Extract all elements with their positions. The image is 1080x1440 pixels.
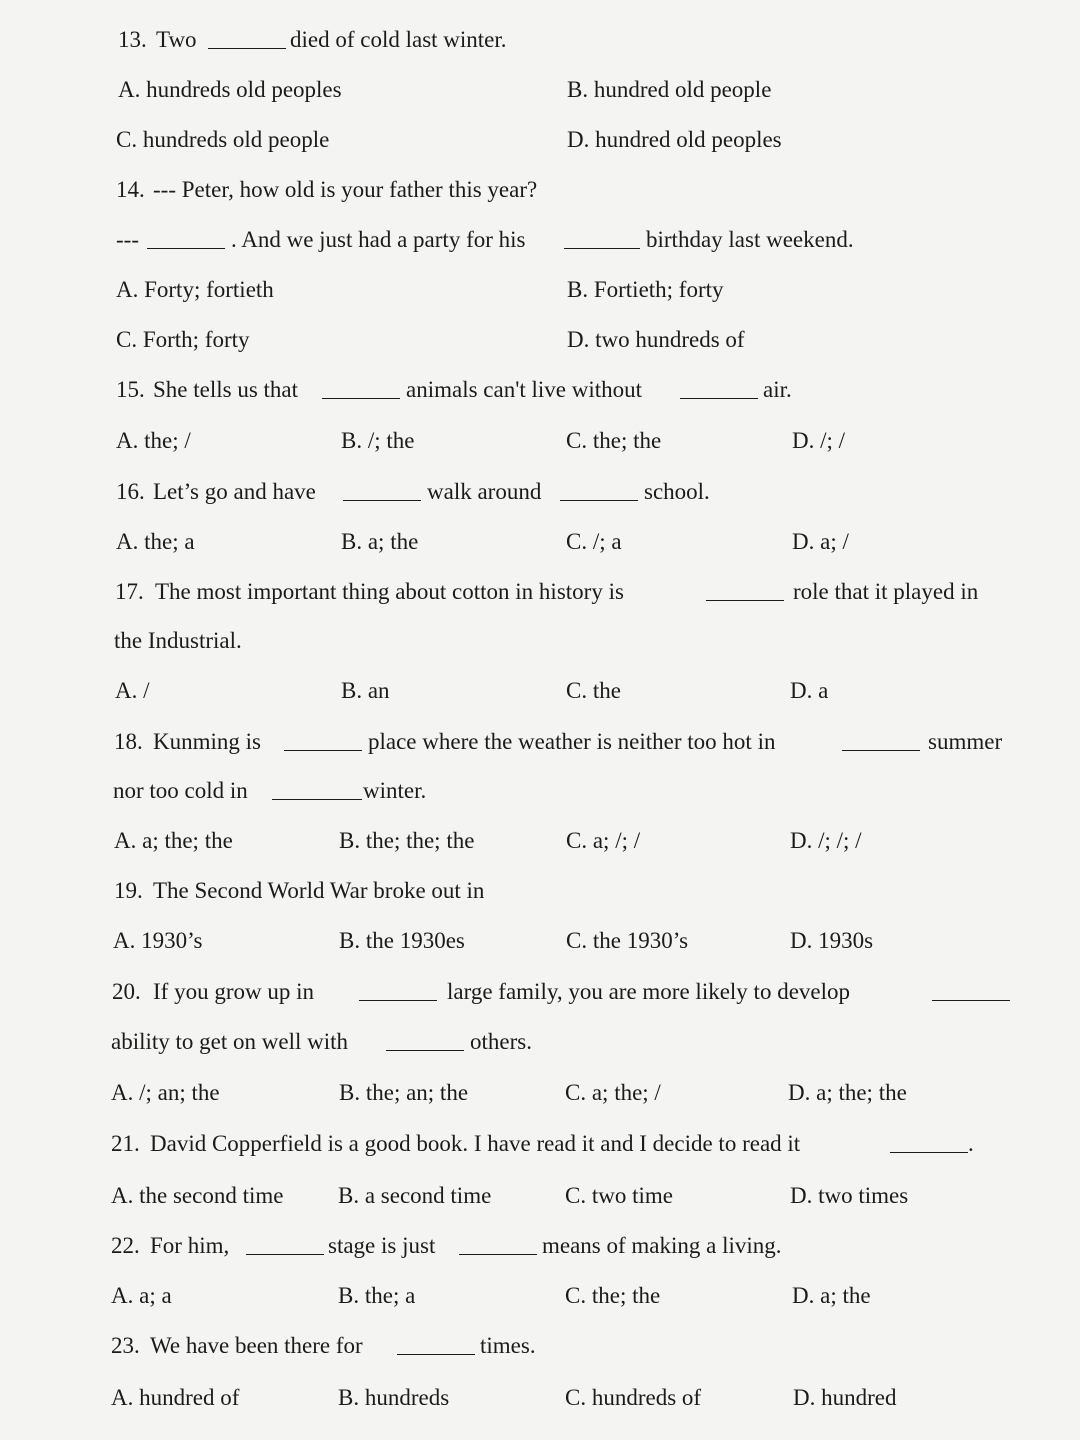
option-a[interactable]: A. a; a [111, 1283, 172, 1308]
question-text: others. [470, 1029, 532, 1054]
question-number: 18. [114, 729, 143, 754]
question-text: summer [928, 729, 1003, 754]
question-text: walk around [427, 479, 542, 504]
answer-blank [393, 1326, 479, 1368]
option-d[interactable]: D. two hundreds of [567, 327, 745, 352]
question-17-stem [0, 572, 1080, 612]
option-c[interactable]: C. the; the [565, 1283, 661, 1308]
question-text: nor too cold in [113, 778, 248, 803]
option-d[interactable]: D. /; / [792, 428, 846, 453]
question-text: means of making a living. [542, 1233, 782, 1258]
option-c[interactable]: C. hundreds old people [116, 127, 330, 152]
option-a[interactable]: A. hundred of [111, 1385, 240, 1410]
option-d[interactable]: D. 1930s [790, 928, 874, 953]
option-c[interactable]: C. /; a [566, 529, 622, 554]
question-text: For him, [150, 1233, 230, 1258]
answer-blank [280, 722, 366, 764]
option-a[interactable]: A. a; the; the [114, 828, 233, 853]
question-17-stem-line-2 [0, 621, 1080, 661]
question-number: 22. [111, 1233, 140, 1258]
answer-blank [556, 472, 642, 514]
option-a[interactable]: A. / [115, 678, 150, 703]
answer-blank [204, 20, 290, 62]
question-number: 14. [116, 177, 145, 202]
question-20-options [0, 1073, 1080, 1113]
question-number: 21. [111, 1131, 140, 1156]
question-text: The Second World War broke out in [153, 878, 485, 903]
question-number: 20. [112, 979, 141, 1004]
question-20-stem [0, 972, 1080, 1012]
question-text: died of cold last winter. [290, 27, 507, 52]
option-b[interactable]: B. the; a [338, 1283, 416, 1308]
question-15-options [0, 421, 1080, 461]
question-number: 23. [111, 1333, 140, 1358]
option-a[interactable]: A. the; a [116, 529, 195, 554]
option-a[interactable]: A. the; / [116, 428, 191, 453]
option-a[interactable]: A. Forty; fortieth [116, 277, 274, 302]
question-21-stem [0, 1124, 1080, 1164]
question-text: school. [644, 479, 710, 504]
question-text: Kunming is [153, 729, 261, 754]
question-number: 13. [118, 27, 147, 52]
question-23-stem [0, 1326, 1080, 1366]
question-text: . And we just had a party for his [231, 227, 526, 252]
question-text: --- [116, 227, 139, 252]
question-13-options-row-1 [0, 70, 1080, 110]
question-14-stem-line-2 [0, 220, 1080, 260]
option-a[interactable]: A. hundreds old peoples [118, 77, 342, 102]
option-b[interactable]: B. the; an; the [339, 1080, 469, 1105]
question-13-options-row-2 [0, 120, 1080, 160]
question-number: 17. [115, 579, 144, 604]
answer-blank [702, 572, 788, 614]
answer-blank [318, 370, 404, 412]
question-16-stem [0, 472, 1080, 512]
question-text: If you grow up in [153, 979, 314, 1004]
question-text: Let’s go and have [153, 479, 316, 504]
option-b[interactable]: B. hundred old people [567, 77, 772, 102]
question-text: She tells us that [153, 377, 299, 402]
question-14-options-row-2 [0, 320, 1080, 360]
question-14-stem [0, 170, 1080, 210]
answer-blank [886, 1124, 972, 1166]
question-18-stem [0, 722, 1080, 762]
question-text: place where the weather is neither too hot in [368, 729, 776, 754]
option-d[interactable]: D. a; the [792, 1283, 871, 1308]
question-22-stem [0, 1226, 1080, 1266]
question-19-options [0, 921, 1080, 961]
question-text: air. [763, 377, 792, 402]
option-b[interactable]: B. hundreds [338, 1385, 450, 1410]
question-text: winter. [363, 778, 427, 803]
question-21-options [0, 1176, 1080, 1216]
option-a[interactable]: A. 1930’s [113, 928, 203, 953]
question-18-stem-line-2 [0, 771, 1080, 811]
question-text: Two [156, 27, 197, 52]
option-b[interactable]: B. the 1930es [339, 928, 465, 953]
answer-blank [382, 1022, 468, 1064]
answer-blank [242, 1226, 328, 1268]
option-d[interactable]: D. /; /; / [790, 828, 862, 853]
question-text: role that it played in [793, 579, 979, 604]
question-number: 19. [114, 878, 143, 903]
question-22-options [0, 1276, 1080, 1316]
option-c[interactable]: C. the 1930’s [566, 928, 689, 953]
option-c[interactable]: C. Forth; forty [116, 327, 250, 352]
question-number: 16. [116, 479, 145, 504]
answer-blank [339, 472, 425, 514]
option-b[interactable]: B. a second time [338, 1183, 492, 1208]
question-15-stem [0, 370, 1080, 410]
option-b[interactable]: B. the; the; the [339, 828, 475, 853]
question-18-options [0, 821, 1080, 861]
option-d[interactable]: D. hundred old peoples [567, 127, 782, 152]
answer-blank [143, 220, 229, 262]
option-a[interactable]: A. the second time [111, 1183, 284, 1208]
answer-blank [676, 370, 762, 412]
option-c[interactable]: C. a; /; / [566, 828, 641, 853]
option-d[interactable]: D. a; / [792, 529, 849, 554]
option-d[interactable]: D. hundred [793, 1385, 897, 1410]
question-23-options [0, 1378, 1080, 1418]
option-c[interactable]: C. a; the; / [565, 1080, 661, 1105]
option-c[interactable]: C. hundreds of [565, 1385, 702, 1410]
option-d[interactable]: D. two times [790, 1183, 909, 1208]
option-a[interactable]: A. /; an; the [111, 1080, 220, 1105]
option-b[interactable]: B. /; the [341, 428, 415, 453]
question-text: stage is just [328, 1233, 436, 1258]
answer-blank [560, 220, 644, 262]
question-text: --- Peter, how old is your father this year? [153, 177, 538, 202]
option-b[interactable]: B. a; the [341, 529, 419, 554]
question-20-stem-line-2 [0, 1022, 1080, 1062]
question-13-stem [0, 20, 1080, 60]
answer-blank [268, 771, 366, 813]
question-text: The most important thing about cotton in history is [155, 579, 624, 604]
question-text: ability to get on well with [111, 1029, 348, 1054]
question-number: 15. [116, 377, 145, 402]
question-text: the Industrial. [114, 628, 242, 653]
question-19-stem [0, 871, 1080, 911]
answer-blank [838, 722, 924, 764]
option-c[interactable]: C. the [566, 678, 621, 703]
question-17-options [0, 671, 1080, 711]
option-d[interactable]: D. a [790, 678, 829, 703]
question-text: animals can't live without [406, 377, 643, 402]
option-b[interactable]: B. an [341, 678, 390, 703]
answer-blank [455, 1226, 541, 1268]
option-b[interactable]: B. Fortieth; forty [567, 277, 724, 302]
answer-blank [928, 972, 1014, 1014]
question-text: David Copperfield is a good book. I have read it and I decide to read it [150, 1131, 801, 1156]
answer-blank [355, 972, 441, 1014]
question-text: large family, you are more likely to develop [447, 979, 851, 1004]
option-c[interactable]: C. the; the [566, 428, 662, 453]
option-c[interactable]: C. two time [565, 1183, 673, 1208]
question-16-options [0, 522, 1080, 562]
question-14-options-row-1 [0, 270, 1080, 310]
question-text: times. [480, 1333, 536, 1358]
option-d[interactable]: D. a; the; the [788, 1080, 907, 1105]
question-text: We have been there for [150, 1333, 363, 1358]
question-text: . [968, 1131, 974, 1156]
question-text: birthday last weekend. [646, 227, 854, 252]
